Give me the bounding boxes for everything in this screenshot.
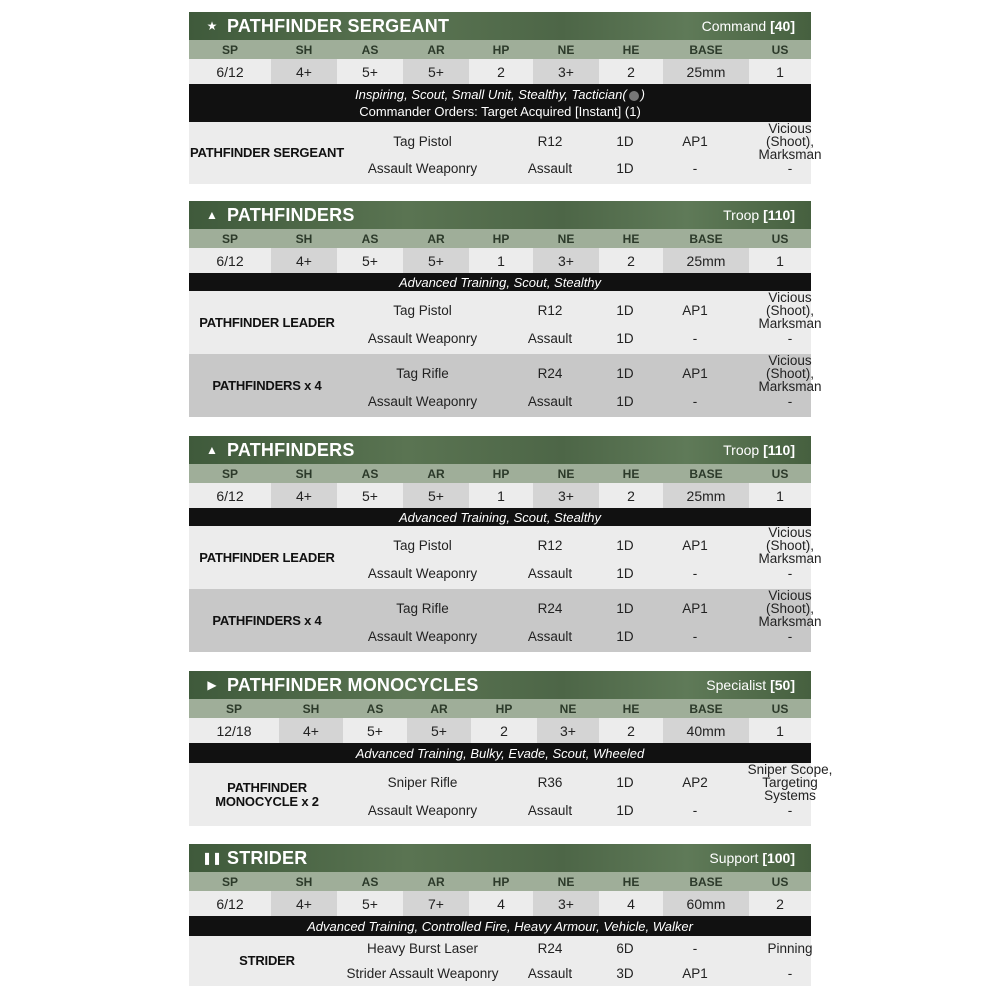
weapon-range: Assault bbox=[527, 565, 573, 581]
stat-header-as: AS bbox=[361, 42, 379, 57]
stat-header-row bbox=[189, 229, 811, 248]
stat-value-ne: 3+ bbox=[533, 59, 599, 84]
stat-value-sp: 12/18 bbox=[216, 722, 252, 739]
special-rules bbox=[189, 273, 811, 291]
stat-value-ar: 5+ bbox=[407, 718, 471, 743]
weapon-range: Assault bbox=[527, 966, 573, 981]
stat-header-base: BASE bbox=[689, 466, 723, 481]
stat-header-hp: HP bbox=[492, 466, 510, 481]
stat-header-he: HE bbox=[622, 874, 640, 889]
stat-value-base: 60mm bbox=[663, 891, 749, 916]
special-rules-line bbox=[189, 274, 811, 291]
special-rules-end: ) bbox=[640, 87, 646, 102]
weapon-ap: AP1 bbox=[682, 966, 708, 981]
weapon-dice: 1D bbox=[616, 161, 634, 176]
stat-value-hp: 1 bbox=[497, 487, 505, 504]
weapon-ap: AP1 bbox=[682, 538, 708, 553]
weapon-row bbox=[345, 525, 822, 566]
stat-value-sp: 6/12 bbox=[216, 252, 244, 269]
stat-header-sp: SP bbox=[225, 701, 242, 716]
weapon-dice: 1D bbox=[616, 565, 634, 581]
weapon-row bbox=[345, 795, 811, 827]
weapon-row bbox=[345, 762, 833, 803]
weapon-range: Assault bbox=[527, 393, 573, 409]
weapon-range: R24 bbox=[537, 601, 563, 616]
weapon-dice: 1D bbox=[616, 538, 634, 553]
stat-value-he: 2 bbox=[627, 722, 635, 739]
stat-value-sh: 4+ bbox=[279, 718, 343, 743]
unit-points: [110] bbox=[763, 207, 795, 223]
weapon-special: Sniper Scope, Targeting Systems bbox=[747, 762, 833, 803]
weapon-dice: 1D bbox=[616, 393, 634, 409]
unit-type bbox=[723, 207, 795, 223]
stat-header-sp: SP bbox=[221, 874, 238, 889]
stat-value-sp: 6/12 bbox=[216, 487, 244, 504]
special-rules-line bbox=[189, 509, 811, 526]
model-block bbox=[189, 290, 822, 354]
stat-value-base: 25mm bbox=[663, 483, 749, 508]
special-rules bbox=[189, 743, 811, 763]
stat-header-sp: SP bbox=[221, 42, 238, 57]
stat-value-row bbox=[189, 891, 811, 916]
stat-value-ar: 5+ bbox=[403, 248, 469, 273]
stat-value-row bbox=[189, 248, 811, 273]
stat-value-hp: 2 bbox=[500, 722, 508, 739]
model-name: PATHFINDER MONOCYCLE x 2 bbox=[215, 779, 319, 809]
stat-header-base: BASE bbox=[689, 874, 723, 889]
weapon-ap: - bbox=[692, 941, 698, 956]
weapon-special: Vicious (Shoot), Marksman bbox=[758, 353, 822, 394]
stat-header-ar: AR bbox=[427, 874, 445, 889]
weapon-dice: 1D bbox=[616, 303, 634, 318]
stat-header-row bbox=[189, 699, 811, 718]
weapon-range: R12 bbox=[537, 538, 563, 553]
special-rules-text: Advanced Training, Bulky, Evade, Scout, Wheeled bbox=[355, 745, 645, 761]
unit-card-pathfinder-monocycles bbox=[189, 671, 833, 826]
weapon-ap: - bbox=[692, 330, 698, 346]
stat-value-base: 25mm bbox=[663, 248, 749, 273]
stat-header-hp: HP bbox=[495, 701, 513, 716]
weapon-special: - bbox=[787, 628, 793, 644]
weapon-dice: 1D bbox=[616, 601, 634, 616]
unit-card-pathfinders-2 bbox=[189, 436, 822, 652]
weapon-name: Sniper Rifle bbox=[387, 775, 458, 790]
pause-icon: ❚❚ bbox=[201, 851, 223, 865]
stat-header-sp: SP bbox=[221, 466, 238, 481]
chevron-up-icon: ▲ bbox=[206, 208, 218, 222]
stat-value-ne: 3+ bbox=[533, 891, 599, 916]
stat-value-as: 5+ bbox=[362, 252, 378, 269]
stat-header-us: US bbox=[771, 231, 789, 246]
stat-value-ne: 3+ bbox=[533, 248, 599, 273]
commander-orders: Commander Orders: Target Acquired [Instant] (1) bbox=[359, 104, 641, 119]
weapon-ap: - bbox=[692, 393, 698, 409]
weapon-special: - bbox=[787, 330, 793, 346]
weapon-special: - bbox=[787, 966, 793, 981]
stat-value-sp: 6/12 bbox=[216, 895, 244, 912]
stat-header-sp: SP bbox=[221, 231, 238, 246]
unit-card-pathfinders-1 bbox=[189, 201, 822, 417]
stat-value-he: 2 bbox=[627, 63, 635, 80]
weapon-name: Tag Pistol bbox=[393, 134, 452, 149]
stat-header-us: US bbox=[771, 42, 789, 57]
weapon-special: - bbox=[787, 161, 793, 176]
special-rules bbox=[189, 916, 811, 936]
stat-header-row bbox=[189, 464, 811, 483]
stat-header-as: AS bbox=[366, 701, 384, 716]
stat-value-us: 1 bbox=[776, 722, 784, 739]
stat-header-row bbox=[189, 40, 811, 59]
unit-points: [40] bbox=[770, 18, 795, 34]
stat-header-ne: NE bbox=[559, 701, 577, 716]
stat-value-ar: 5+ bbox=[403, 59, 469, 84]
weapon-ap: AP1 bbox=[682, 134, 708, 149]
unit-name: PATHFINDERS bbox=[227, 204, 355, 225]
stat-header-hp: HP bbox=[492, 42, 510, 57]
weapon-range: R12 bbox=[537, 134, 563, 149]
weapon-name: Assault Weaponry bbox=[367, 565, 478, 581]
unit-type-label: Command bbox=[701, 18, 767, 34]
stat-value-hp: 2 bbox=[497, 63, 505, 80]
unit-type bbox=[706, 677, 795, 693]
special-rules-text: Advanced Training, Scout, Stealthy bbox=[398, 509, 602, 525]
model-block bbox=[189, 353, 822, 417]
stat-header-as: AS bbox=[361, 231, 379, 246]
stat-header-sh: SH bbox=[295, 874, 313, 889]
weapon-range: R12 bbox=[537, 303, 563, 318]
weapon-name: Assault Weaponry bbox=[367, 393, 478, 409]
stat-value-he: 2 bbox=[627, 487, 635, 504]
stat-header-base: BASE bbox=[689, 42, 723, 57]
stat-value-row bbox=[189, 59, 811, 84]
stat-header-hp: HP bbox=[492, 874, 510, 889]
weapon-row bbox=[345, 323, 811, 355]
stat-header-sh: SH bbox=[295, 466, 313, 481]
weapon-dice: 1D bbox=[616, 628, 634, 644]
weapon-range: Assault bbox=[527, 802, 573, 818]
unit-points: [50] bbox=[770, 677, 795, 693]
special-rules-line bbox=[189, 918, 811, 935]
weapon-ap: - bbox=[692, 565, 698, 581]
weapon-ap: - bbox=[692, 802, 698, 818]
weapon-special: Pinning bbox=[767, 941, 813, 956]
stat-header-us: US bbox=[771, 466, 789, 481]
weapon-dice: 6D bbox=[616, 941, 634, 956]
weapon-name: Tag Pistol bbox=[393, 538, 452, 553]
stat-value-sh: 4+ bbox=[271, 59, 337, 84]
weapon-dice: 1D bbox=[616, 775, 634, 790]
weapon-name: Tag Rifle bbox=[396, 601, 449, 616]
stat-header-ne: NE bbox=[557, 466, 575, 481]
model-block bbox=[189, 525, 822, 589]
stat-header-us: US bbox=[771, 701, 789, 716]
weapon-special: Vicious (Shoot), Marksman bbox=[758, 588, 822, 629]
weapon-row bbox=[345, 936, 811, 961]
stat-header-us: US bbox=[771, 874, 789, 889]
weapon-special: Vicious (Shoot), Marksman bbox=[758, 121, 822, 162]
weapon-row bbox=[345, 961, 811, 986]
stat-value-as: 5+ bbox=[367, 722, 383, 739]
stat-value-hp: 4 bbox=[497, 895, 505, 912]
weapon-ap: AP1 bbox=[682, 303, 708, 318]
unit-name: PATHFINDER SERGEANT bbox=[227, 15, 450, 36]
weapon-range: Assault bbox=[527, 330, 573, 346]
model-name: PATHFINDERS x 4 bbox=[212, 377, 322, 393]
stat-value-he: 4 bbox=[627, 895, 635, 912]
weapon-row bbox=[345, 353, 822, 394]
command-token-icon bbox=[629, 91, 639, 101]
weapon-row bbox=[345, 290, 822, 331]
stat-header-sh: SH bbox=[302, 701, 320, 716]
unit-type bbox=[702, 18, 795, 34]
special-rules bbox=[189, 508, 811, 526]
unit-header bbox=[189, 844, 811, 872]
weapon-name: Tag Pistol bbox=[393, 303, 452, 318]
stat-value-ne: 3+ bbox=[533, 483, 599, 508]
weapon-name: Heavy Burst Laser bbox=[366, 941, 479, 956]
unit-name: PATHFINDERS bbox=[227, 439, 355, 460]
stat-header-sh: SH bbox=[295, 42, 313, 57]
stat-header-he: HE bbox=[622, 701, 640, 716]
stat-header-he: HE bbox=[622, 231, 640, 246]
special-rules-text: Advanced Training, Controlled Fire, Heavy Armour, Vehicle, Walker bbox=[307, 918, 693, 934]
weapon-special: - bbox=[787, 565, 793, 581]
weapon-special: Vicious (Shoot), Marksman bbox=[758, 290, 822, 331]
special-rules-line bbox=[189, 86, 811, 103]
weapon-row bbox=[345, 153, 811, 184]
unit-name: STRIDER bbox=[227, 847, 308, 868]
weapon-special: Vicious (Shoot), Marksman bbox=[758, 525, 822, 566]
unit-points: [110] bbox=[763, 442, 795, 458]
weapon-special: - bbox=[787, 802, 793, 818]
special-rules-text: Advanced Training, Scout, Stealthy bbox=[398, 274, 602, 290]
stat-value-sp: 6/12 bbox=[216, 63, 244, 80]
weapon-row bbox=[345, 558, 811, 590]
weapon-name: Assault Weaponry bbox=[367, 628, 478, 644]
unit-name: PATHFINDER MONOCYCLES bbox=[227, 674, 479, 695]
weapon-name: Tag Rifle bbox=[396, 366, 449, 381]
stat-value-ar: 7+ bbox=[403, 891, 469, 916]
weapon-ap: AP2 bbox=[682, 775, 708, 790]
stat-value-row bbox=[189, 483, 811, 508]
model-block bbox=[189, 588, 822, 652]
unit-type bbox=[709, 850, 795, 866]
model-block bbox=[189, 936, 811, 986]
unit-type-label: Troop bbox=[723, 207, 760, 223]
unit-type-label: Specialist bbox=[706, 677, 767, 693]
stat-value-ne: 3+ bbox=[537, 718, 599, 743]
weapon-range: Assault bbox=[527, 628, 573, 644]
stat-header-base: BASE bbox=[689, 701, 723, 716]
model-name: STRIDER bbox=[239, 953, 295, 968]
unit-header bbox=[189, 671, 811, 699]
special-rules-line bbox=[189, 745, 811, 762]
special-rules bbox=[189, 84, 811, 122]
stat-header-as: AS bbox=[361, 466, 379, 481]
stat-value-base: 25mm bbox=[663, 59, 749, 84]
stat-value-us: 1 bbox=[776, 487, 784, 504]
weapon-name: Assault Weaponry bbox=[367, 802, 478, 818]
unit-type-label: Support bbox=[709, 850, 759, 866]
unit-card-pathfinder-sergeant bbox=[189, 12, 822, 184]
weapon-range: R24 bbox=[537, 366, 563, 381]
weapon-dice: 1D bbox=[616, 802, 634, 818]
stat-value-sh: 4+ bbox=[271, 483, 337, 508]
weapon-ap: AP1 bbox=[682, 601, 708, 616]
weapon-dice: 1D bbox=[616, 330, 634, 346]
weapon-row bbox=[345, 386, 811, 418]
stat-value-us: 1 bbox=[776, 252, 784, 269]
stat-header-base: BASE bbox=[689, 231, 723, 246]
chevron-up-icon: ▲ bbox=[206, 443, 218, 457]
unit-card-strider bbox=[189, 844, 811, 986]
weapon-dice: 1D bbox=[616, 366, 634, 381]
special-rules-text: Inspiring, Scout, Small Unit, Stealthy, Tactician( bbox=[354, 87, 627, 102]
unit-type-label: Troop bbox=[723, 442, 760, 458]
unit-header bbox=[189, 436, 811, 464]
stat-value-base: 40mm bbox=[663, 718, 749, 743]
model-name: PATHFINDER SERGEANT bbox=[190, 145, 344, 160]
stat-header-ne: NE bbox=[557, 231, 575, 246]
weapon-range: R36 bbox=[537, 775, 563, 790]
stat-header-row bbox=[189, 872, 811, 891]
stat-value-as: 5+ bbox=[362, 487, 378, 504]
weapon-name: Assault Weaponry bbox=[367, 330, 478, 346]
star-icon: ★ bbox=[206, 19, 218, 33]
model-block bbox=[189, 762, 833, 826]
model-name: PATHFINDER LEADER bbox=[199, 314, 335, 330]
stat-value-us: 1 bbox=[776, 63, 784, 80]
unit-header bbox=[189, 201, 811, 229]
weapon-row bbox=[345, 621, 811, 653]
stat-value-as: 5+ bbox=[362, 63, 378, 80]
unit-header bbox=[189, 12, 811, 40]
stat-value-hp: 1 bbox=[497, 252, 505, 269]
stat-value-sh: 4+ bbox=[271, 891, 337, 916]
stat-header-ne: NE bbox=[557, 874, 575, 889]
weapon-range: Assault bbox=[527, 161, 573, 176]
stat-header-hp: HP bbox=[492, 231, 510, 246]
stat-header-as: AS bbox=[361, 874, 379, 889]
weapon-name: Strider Assault Weaponry bbox=[346, 966, 499, 981]
weapon-row bbox=[345, 588, 822, 629]
weapon-row bbox=[345, 121, 822, 162]
stat-header-sh: SH bbox=[295, 231, 313, 246]
model-name: PATHFINDER LEADER bbox=[199, 549, 335, 565]
stat-header-he: HE bbox=[622, 466, 640, 481]
unit-points: [100] bbox=[762, 850, 795, 866]
stat-value-row bbox=[189, 718, 811, 743]
stat-value-he: 2 bbox=[627, 252, 635, 269]
weapon-range: R24 bbox=[537, 941, 563, 956]
stat-header-ar: AR bbox=[427, 42, 445, 57]
stat-value-ar: 5+ bbox=[403, 483, 469, 508]
stat-value-us: 2 bbox=[776, 895, 784, 912]
weapon-ap: - bbox=[692, 161, 698, 176]
model-name: PATHFINDERS x 4 bbox=[212, 612, 322, 628]
weapon-special: - bbox=[787, 393, 793, 409]
stat-header-ne: NE bbox=[557, 42, 575, 57]
weapon-ap: AP1 bbox=[682, 366, 708, 381]
stat-header-ar: AR bbox=[427, 466, 445, 481]
stat-header-ar: AR bbox=[427, 231, 445, 246]
stat-header-he: HE bbox=[622, 42, 640, 57]
weapon-dice: 1D bbox=[616, 134, 634, 149]
weapon-dice: 3D bbox=[616, 966, 634, 981]
stat-header-ar: AR bbox=[430, 701, 448, 716]
model-block bbox=[189, 121, 822, 184]
weapon-name: Assault Weaponry bbox=[367, 161, 478, 176]
play-icon: ▶ bbox=[207, 678, 217, 692]
weapon-ap: - bbox=[692, 628, 698, 644]
stat-value-as: 5+ bbox=[362, 895, 378, 912]
unit-type bbox=[723, 442, 795, 458]
stat-value-sh: 4+ bbox=[271, 248, 337, 273]
